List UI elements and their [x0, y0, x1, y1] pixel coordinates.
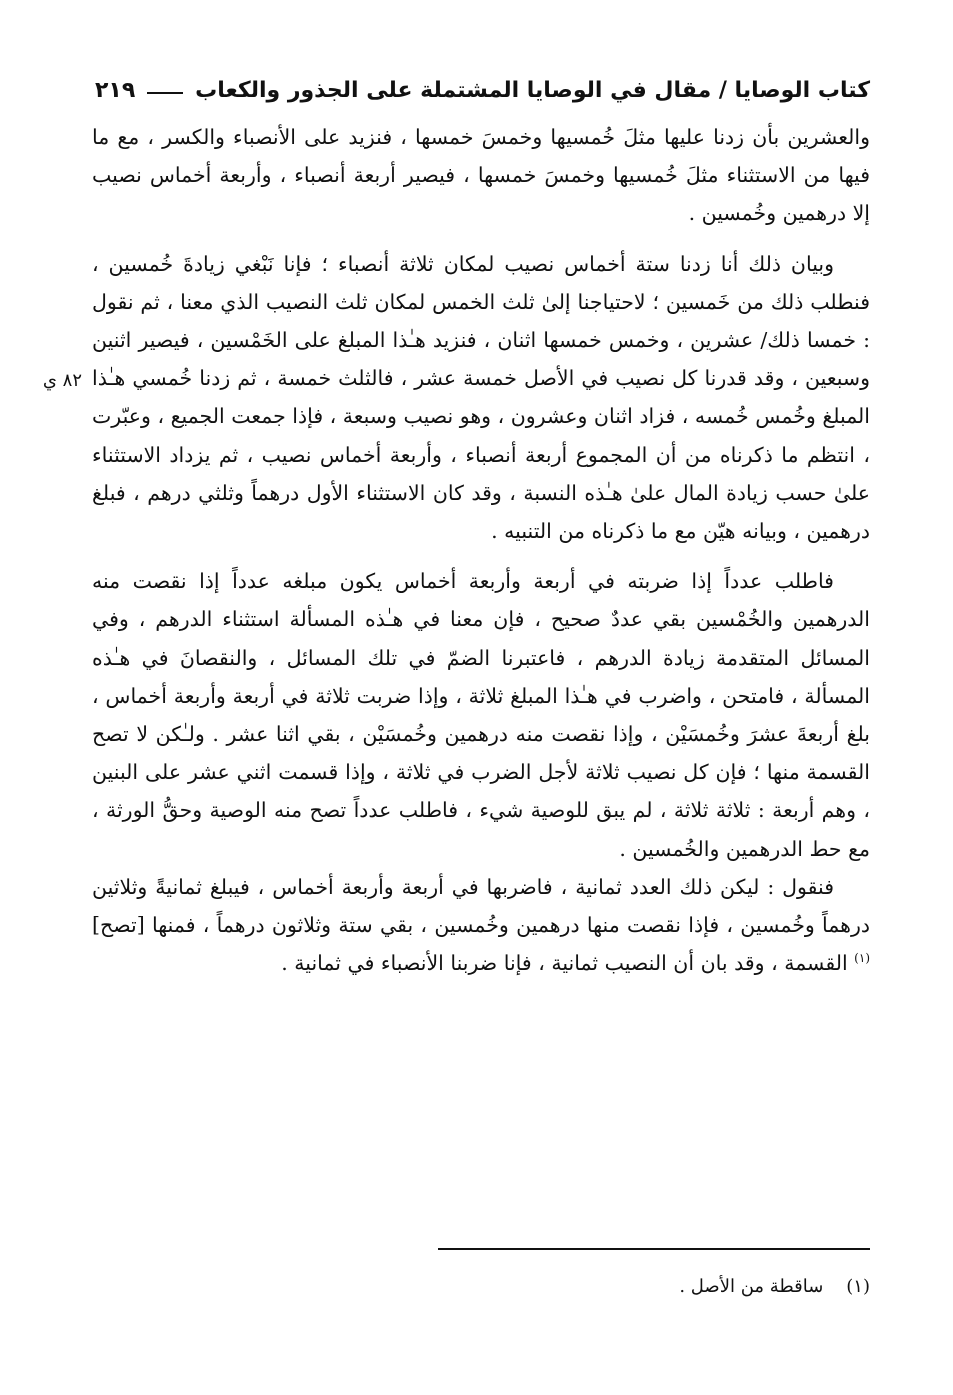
paragraph-text: وبيان ذلك أنا زدنا ستة أخماس نصيب لمكان ثلاثة أنصباء ؛ فإنا نَبْغي زيادةَ خُمسين ، فنطلب ذلك من خَمسين ؛ لاحتياجنا إلىٰ ثلث الخمس لمكان ثلث النصيب الذي معنا ، ثم نقول : خمسا ذلك/ عشرين ، وخمس خمسها اثنان ، فنزيد هـٰذا المبلغ على الخَمْسين ، فيصير اثنين وسبعين ، وقد قدرنا كل نصيب في الأصل خمسة عشر ، فالثلث خمسة ، ثم زدنا خُمسي هـٰذا المبلغ وخُمس خُمسه ، فزاد اثنان وعشرون ، وهو نصيب وسبعة ، فإذا جمعت الجميع ، وعبّرت ، انتظم ما ذكرناه من أن المجموع أربعة أنصباء ، وأربعة أخماس نصيب ، ثم يزداد الاستثناء علىٰ حسب زيادة المال علىٰ هـٰذه النسبة ، وقد كان الاستثناء الأول درهماً وثلثي درهم ، فبلغ درهمين ، وبيانه هيّن مع ما ذكرناه من التنبيه . [92, 251, 870, 544]
paragraph-4 [92, 868, 870, 983]
paragraph-2 [92, 245, 870, 551]
paragraph-text: والعشرين بأن زدنا عليها مثلَ خُمسيها وخمسَ خمسها ، فنزيد على الأنصباء والكسر ، مع ما فيها من الاستثناء مثلَ خُمسيها وخمسَ خمسها ، فيصير أربعة أنصباء ، وأربعة أخماس نصيب إلا درهمين وخُمسين . [92, 125, 870, 226]
paragraph-3 [92, 562, 870, 868]
paragraph-text: فنقول : ليكن ذلك العدد ثمانية ، فاضربها في أربعة وأربعة أخماس ، فيبلغ ثمانيةً وثلاثين درهماً وخُمسين ، فإذا نقصت منها درهمين وخُمسين ، بقي ستة وثلاثون درهماً ، فمنها [تصح] [92, 874, 870, 938]
running-header [95, 70, 870, 110]
paragraph-1 [92, 118, 870, 233]
body-text [92, 118, 870, 982]
footnote-divider [438, 1248, 870, 1250]
footnote-marker: (١) [846, 1276, 870, 1297]
paragraph-text: القسمة ، وقد بان أن النصيب ثمانية ، فإنا ضربنا الأنصباء في ثمانية . [281, 951, 855, 976]
paragraph-text: فاطلب عدداً إذا ضربته في أربعة وأربعة أخماس يكون مبلغه عدداً إذا نقصت منه الدرهمين والخُمْسين بقي عددٌ صحيح ، فإن معنا في هـٰذه المسألة استثناء الدرهم ، وفي المسائل المتقدمة زيادة الدرهم ، فاعتبرنا الضمّ في تلك المسائل ، والنقصانَ في هـٰذه المسألة ، فامتحن ، واضرب في هـٰذا المبلغ ثلاثة ، وإذا ضربت ثلاثة في أربعة وأربعة أخماس ، بلغ أربعةَ عشرَ وخُمسَيْن ، وإذا نقصت منه درهمين وخُمسَيْن ، بقي اثنا عشر . ولـٰكن لا تصح القسمة منها ؛ فإن كل نصيب ثلاثة لأجل الضرب في ثلاثة ، وإذا قسمت اثني عشر على البنين ، وهم أربعة : ثلاثة ثلاثة ، لم يبق للوصية شيء ، فاطلب عدداً تصح منه الوصية وحقُّ الورثة ، مع حط الدرهمين والخُمسين . [92, 569, 870, 861]
margin-note: ٨٢ ي [42, 370, 82, 391]
page-number: ٢١٩ [95, 77, 136, 103]
footnote-text: ساقطة من الأصل . [679, 1276, 824, 1297]
header-rule [147, 92, 183, 94]
book-title: كتاب الوصايا / مقال في الوصايا المشتملة على الجذور والكعاب [195, 77, 870, 103]
footnote [300, 1272, 870, 1302]
footnote-reference: (١) [854, 951, 870, 966]
